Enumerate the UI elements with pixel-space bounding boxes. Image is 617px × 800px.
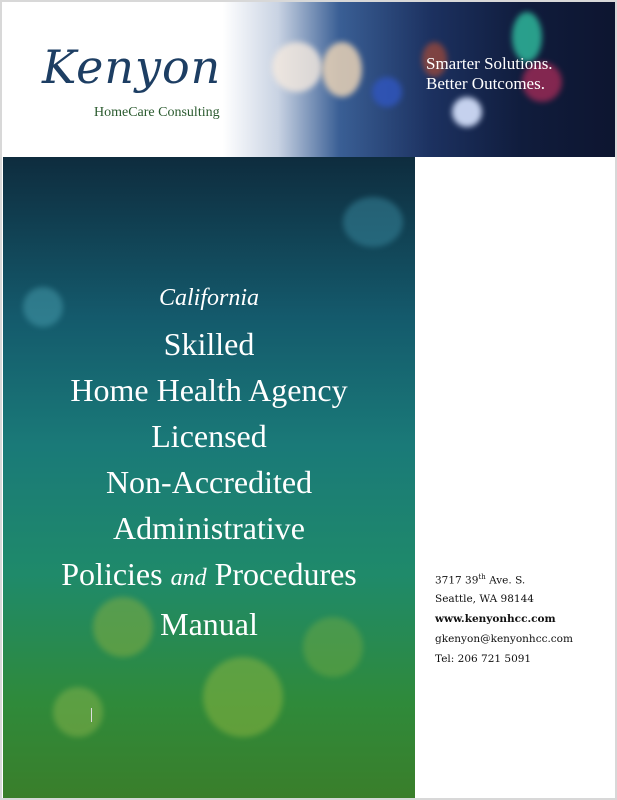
logo-wordmark: Kenyon xyxy=(42,40,222,94)
website-link[interactable]: www.kenyonhcc.com xyxy=(435,613,556,625)
contact-block xyxy=(435,573,573,673)
text-cursor xyxy=(91,708,92,722)
title-line: Home Health Agency xyxy=(70,372,348,408)
title-line xyxy=(3,551,415,601)
header-banner xyxy=(2,2,615,157)
phone: Tel: 206 721 5091 xyxy=(435,653,532,665)
title-line: Administrative xyxy=(113,510,305,546)
cover-title xyxy=(3,275,415,647)
email-link[interactable]: gkenyon@kenyonhcc.com xyxy=(435,633,573,645)
tagline xyxy=(426,54,553,94)
logo-subtitle: HomeCare Consulting xyxy=(94,105,220,120)
title-state: California xyxy=(158,285,260,311)
tagline-line: Better Outcomes. xyxy=(426,74,545,93)
street-number: 3717 39 xyxy=(435,574,479,587)
street-name: Ave. S. xyxy=(485,574,526,587)
title-line: Skilled xyxy=(163,326,255,362)
title-word: Procedures xyxy=(214,556,357,592)
tagline-line: Smarter Solutions. xyxy=(426,54,553,73)
street-address xyxy=(435,573,573,593)
city: Seattle, WA 98144 xyxy=(435,593,534,605)
title-line: Licensed xyxy=(151,418,267,454)
title-word: and xyxy=(170,565,207,591)
title-line: Manual xyxy=(160,606,258,642)
cover-panel xyxy=(3,157,415,800)
title-word: Policies xyxy=(61,556,163,592)
street-suffix: th xyxy=(478,573,486,581)
title-line: Non-Accredited xyxy=(105,464,313,500)
